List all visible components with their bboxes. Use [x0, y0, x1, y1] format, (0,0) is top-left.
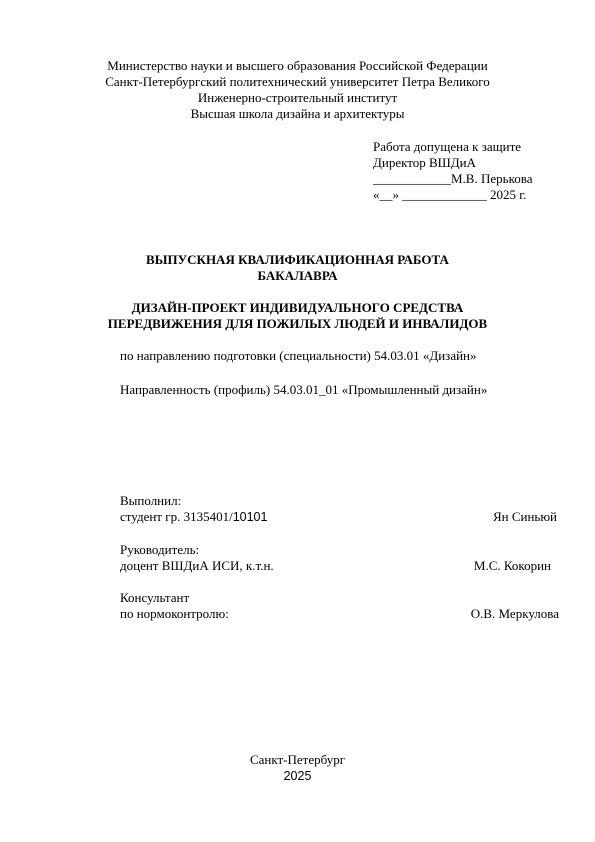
institute-line: Инженерно-строительный институт [197, 90, 398, 105]
profile-line: Направленность (профиль) 54.03.01_01 «Промышленный дизайн» [120, 382, 488, 397]
work-type-line-1: ВЫПУСКНАЯ КВАЛИФИКАЦИОННАЯ РАБОТА [146, 252, 449, 267]
topic-line-1: ДИЗАЙН-ПРОЕКТ ИНДИВИДУАЛЬНОГО СРЕДСТВА [131, 300, 464, 315]
approval-director-line: Директор ВШДиА [373, 155, 476, 170]
author-group-suffix: 10101 [232, 510, 268, 524]
approval-signature-line: ____________М.В. Перькова [373, 171, 533, 186]
author-role [120, 509, 267, 525]
supervisor-role: доцент ВШДиА ИСИ, к.т.н. [120, 558, 274, 573]
supervisor-name: М.С. Кокорин [473, 558, 551, 573]
author-group-prefix: студент гр. 3135401/ [120, 509, 233, 524]
topic-line-2: ПЕРЕДВИЖЕНИЯ ДЛЯ ПОЖИЛЫХ ЛЮДЕЙ И ИНВАЛИДОВ [107, 316, 488, 331]
consultant-label: Консультант [120, 590, 190, 605]
school-line: Высшая школа дизайна и архитектуры [190, 106, 405, 121]
approval-admitted-line: Работа допущена к защите [373, 139, 522, 154]
work-type-line-2: БАКАЛАВРА [257, 268, 338, 283]
ministry-line: Министерство науки и высшего образования Российской Федерации [107, 58, 488, 73]
supervisor-label: Руководитель: [120, 542, 200, 557]
consultant-name: О.В. Меркулова [470, 606, 559, 621]
direction-line: по направлению подготовки (специальности) 54.03.01 «Дизайн» [120, 348, 477, 363]
author-name: Ян Синьюй [492, 509, 557, 524]
university-line: Санкт-Петербургский политехнический университет Петра Великого [105, 74, 490, 89]
footer-city: Санкт-Петербург [249, 752, 346, 767]
footer-year: 2025 [283, 769, 312, 783]
consultant-role: по нормоконтролю: [120, 606, 229, 621]
author-label: Выполнил: [120, 493, 182, 508]
approval-date-line: «__» _____________ 2025 г. [373, 187, 527, 202]
